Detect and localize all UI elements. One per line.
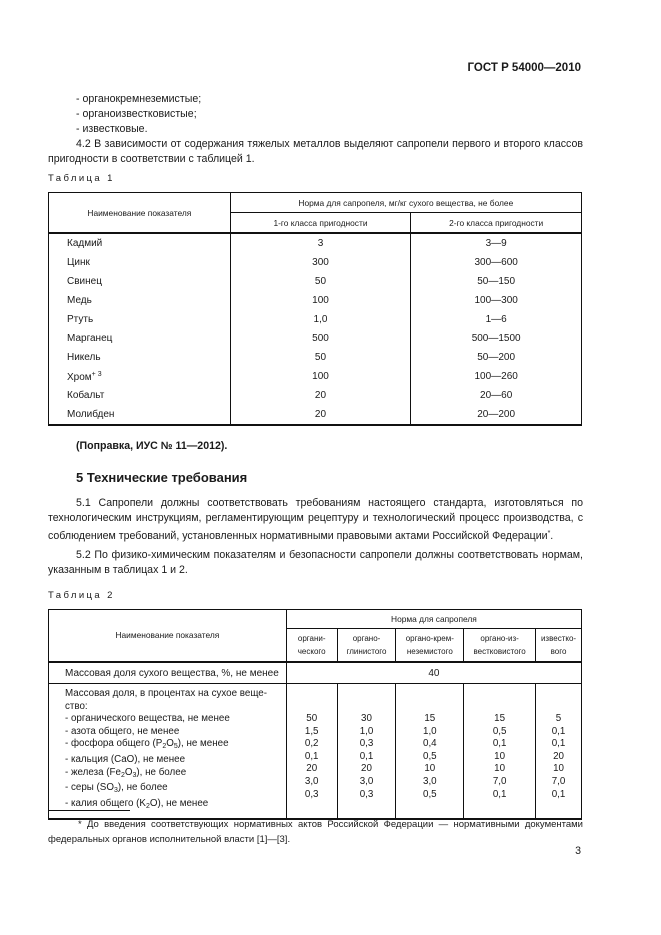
cell-value: 1,0 [359, 725, 374, 737]
cell-value: 3,0 [304, 775, 319, 787]
table-cell: 1—6 [411, 310, 582, 329]
table-cell: Молибден [49, 405, 231, 425]
table-cell: 50 [230, 348, 411, 367]
table-cell: 20 [230, 405, 411, 425]
table-cell: Свинец [49, 272, 231, 291]
cell-value: 0,1 [551, 725, 566, 737]
table-row [49, 233, 582, 253]
table-row [49, 367, 582, 386]
table-header [286, 629, 337, 663]
table-header [536, 629, 582, 663]
table-cell: Кадмий [49, 233, 231, 253]
table-cell: 100 [230, 367, 411, 386]
table-1-caption: Таблица 1 [48, 173, 115, 184]
cell-value: 0,1 [551, 738, 566, 750]
cell-value: 20 [306, 763, 318, 775]
row-text: O), не менее [149, 797, 209, 809]
cell-value: 15 [494, 713, 506, 724]
table-cell [49, 684, 287, 820]
row-text: ), не менее [177, 738, 229, 750]
table-cell: 20—200 [411, 405, 582, 425]
row-text: ство: [65, 700, 88, 712]
row-text [65, 798, 286, 814]
table-header [464, 629, 536, 663]
standard-number: ГОСТ Р 54000—2010 [467, 62, 581, 74]
paragraph-text: 5.1 Сапропели должны соответствовать требованиям настоящего стандарта, изготовляться по технологическим инструкциям, регламентирующим рецептуру и технологический процесс производства, с соблюдением требований, установленных нормативными правовыми актами Российской Федерации [48, 497, 583, 542]
subscript: 3 [132, 771, 137, 779]
table-row [49, 405, 582, 425]
header-line: органи- [297, 634, 326, 643]
cell-value: 0,3 [359, 788, 374, 800]
table-1 [48, 192, 582, 426]
row-text: O [124, 766, 133, 778]
subscript: 3 [113, 787, 118, 795]
header-line: ческого [297, 647, 326, 656]
table-cell: 100—260 [411, 367, 582, 386]
table-2 [48, 609, 582, 820]
cell-value: 0,1 [304, 750, 319, 762]
header-line: глинистого [346, 647, 387, 656]
cell-value: 7,0 [551, 775, 566, 787]
cell-value: 10 [553, 763, 564, 775]
table-header: Норма для сапропеля, мг/кг сухого вещества, не более [230, 193, 581, 213]
cell-value: 3,0 [423, 775, 437, 787]
cell-value: 30 [361, 713, 372, 724]
list-item: - органоизвестковистые; [76, 108, 197, 120]
cell-value: 0,4 [423, 738, 437, 750]
table-cell: Кобальт [49, 386, 231, 405]
table-cell: 50 [230, 272, 411, 291]
row-text [65, 767, 286, 783]
table-cell: 20 [230, 386, 411, 405]
table-cell: 500—1500 [411, 329, 582, 348]
row-text: - азота общего, не менее [65, 725, 180, 737]
row-text: - серы (SO [65, 782, 114, 794]
row-text: O [166, 738, 174, 750]
table-cell [396, 684, 464, 820]
cell-value: 20 [553, 750, 564, 762]
table-cell: 300—600 [411, 253, 582, 272]
table-row [49, 272, 582, 291]
section-heading: 5 Технические требования [76, 470, 248, 485]
table-cell: 50—200 [411, 348, 582, 367]
table-header: 1-го класса пригодности [230, 213, 411, 234]
cell-value: 3,0 [359, 775, 374, 787]
table-cell: Марганец [49, 329, 231, 348]
table-cell [337, 684, 396, 820]
table-cell: Никель [49, 348, 231, 367]
paragraph-5-2: 5.2 По физико-химическим показателям и безопасности сапропели должны соответствовать нормам, указанным в таблицах 1 и 2. [48, 549, 583, 576]
table-2-caption: Таблица 2 [48, 590, 115, 601]
table-row [49, 386, 582, 405]
row-text: - железа (Fe [65, 766, 121, 778]
row-text: - калия общего (K [65, 797, 146, 809]
row-text: - фосфора общего (P [65, 738, 163, 750]
paragraph-4-2: 4.2 В зависимости от содержания тяжелых металлов выделяют сапропели первого и второго классов пригодности в соответствии с таблицей 1. [48, 138, 583, 165]
table-cell: 100 [230, 291, 411, 310]
header-line: органо-из- [480, 634, 519, 643]
table-row [49, 348, 582, 367]
cell-value: 1,5 [304, 725, 319, 737]
list-item: - известковые. [76, 123, 148, 135]
header-line: вого [550, 647, 567, 656]
table-cell: Массовая доля сухого вещества, %, не менее [49, 662, 287, 684]
table-cell: Ртуть [49, 310, 231, 329]
cell-value: 0,3 [359, 738, 374, 750]
cell-value: 50 [306, 713, 318, 724]
cell-superscript: + 3 [91, 370, 102, 378]
footnote-mark: * [547, 530, 551, 537]
cell-value: 7,0 [492, 775, 507, 787]
row-text: ), не более [136, 766, 187, 778]
cell-value: 10 [424, 763, 436, 775]
table-cell: Медь [49, 291, 231, 310]
table-row [49, 310, 582, 329]
table-row [49, 684, 582, 820]
table-row [49, 253, 582, 272]
subscript: 5 [173, 743, 178, 751]
paragraph-text: . [550, 530, 554, 542]
table-cell [536, 684, 582, 820]
table-cell: 40 [286, 662, 581, 684]
cell-value: 15 [424, 713, 436, 724]
row-text [65, 782, 286, 798]
table-header [396, 629, 464, 663]
cell-value: 0,1 [359, 750, 374, 762]
cell-text: Хром [67, 371, 92, 383]
subscript: 2 [162, 743, 167, 751]
cell-value: 0,5 [423, 788, 437, 800]
row-text: ), не более [117, 782, 168, 794]
page-number: 3 [575, 845, 581, 857]
cell-value: 0,1 [551, 788, 566, 800]
table-header: Наименование показателя [49, 193, 231, 234]
table-header [337, 629, 396, 663]
table-cell [286, 684, 337, 820]
header-line: вестковистого [473, 647, 526, 656]
row-text: - кальция (CaO), не менее [65, 753, 186, 765]
table-cell: Цинк [49, 253, 231, 272]
row-text: Массовая доля, в процентах на сухое веще- [65, 688, 267, 699]
table-row [49, 291, 582, 310]
table-header: 2-го класса пригодности [411, 213, 582, 234]
footnote-divider [48, 810, 130, 811]
cell-value: 0,1 [492, 788, 507, 800]
table-cell [49, 367, 231, 386]
table-row [49, 329, 582, 348]
header-line: органо-крем- [405, 634, 454, 643]
paragraph-5-1 [48, 496, 583, 544]
subscript: 2 [145, 802, 150, 810]
cell-value: 0,1 [492, 738, 507, 750]
table-cell: 50—150 [411, 272, 582, 291]
header-line: известко- [540, 634, 577, 643]
table-cell [464, 684, 536, 820]
cell-value: 1,0 [423, 725, 437, 737]
cell-value: 0,3 [304, 788, 319, 800]
table-cell: 1,0 [230, 310, 411, 329]
footnote: * До введения соответствующих нормативных актов Российской Федерации — нормативными документами федеральных органов исполнительной власти [1]—[3]. [48, 819, 583, 845]
header-line: неземистого [406, 647, 453, 656]
row-text: - органического вещества, не менее [65, 713, 230, 725]
table-header: Норма для сапропеля [286, 610, 581, 629]
table-cell: 20—60 [411, 386, 582, 405]
cell-value: 10 [494, 763, 506, 775]
row-text [65, 738, 286, 754]
table-cell: 3—9 [411, 233, 582, 253]
list-item: - органокремнеземистые; [76, 93, 202, 105]
cell-value: 10 [494, 750, 506, 762]
subscript: 2 [120, 771, 125, 779]
cell-value: 0,5 [492, 725, 507, 737]
cell-value: 20 [361, 763, 372, 775]
table-cell: 500 [230, 329, 411, 348]
cell-value: 0,2 [304, 738, 319, 750]
table-cell: 100—300 [411, 291, 582, 310]
table-cell: 3 [230, 233, 411, 253]
cell-value: 0,5 [423, 750, 437, 762]
amendment-note: (Поправка, ИУС № 11—2012). [76, 440, 228, 452]
table-header: Наименование показателя [49, 610, 287, 663]
header-line: органо- [352, 634, 381, 643]
table-row [49, 662, 582, 684]
cell-value: 5 [555, 713, 562, 724]
table-cell: 300 [230, 253, 411, 272]
